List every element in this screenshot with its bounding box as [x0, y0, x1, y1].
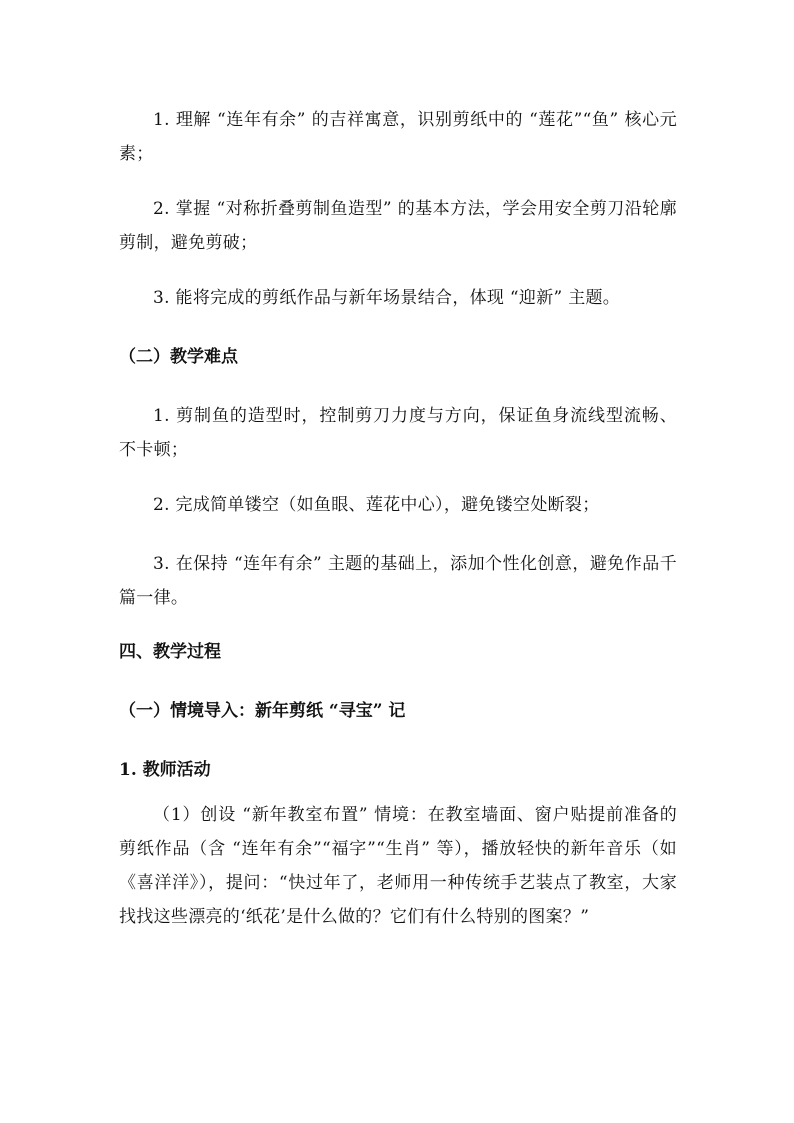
objective-1: 1. 理解 “连年有余” 的吉祥寓意，识别剪纸中的 “莲花”“鱼” 核心元素；	[119, 110, 677, 164]
difficulty-1: 1. 剪制鱼的造型时，控制剪刀力度与方向，保证鱼身流线型流畅、不卡顿；	[119, 406, 677, 460]
difficulty-heading: （二）教学难点	[119, 347, 238, 367]
difficulty-2: 2. 完成简单镂空（如鱼眼、莲花中心），避免镂空处断裂；	[153, 495, 600, 515]
intro-heading: （一）情境导入：新年剪纸 “寻宝” 记	[119, 701, 406, 721]
teacher-paragraph: （1）创设 “新年教室布置” 情境：在教室墙面、窗户贴提前准备的剪纸作品（含 “连年有余”“福字”“生肖” 等），播放轻快的新年音乐（如《喜洋洋》），提问：“快过年了，老师用一种传统手艺装点了教室，大家找找这些漂亮的‘纸花’是什么做的？它们有什么特别的图案？”	[119, 805, 677, 927]
teacher-heading: 1. 教师活动	[119, 760, 211, 780]
objective-3: 3. 能将完成的剪纸作品与新年场景结合，体现 “迎新” 主题。	[153, 288, 621, 308]
objective-2: 2. 掌握 “对称折叠剪制鱼造型” 的基本方法，学会用安全剪刀沿轮廓剪制，避免剪破；	[119, 199, 677, 253]
process-heading: 四、教学过程	[119, 642, 221, 662]
difficulty-3: 3. 在保持 “连年有余” 主题的基础上，添加个性化创意，避免作品千篇一律。	[119, 554, 677, 608]
